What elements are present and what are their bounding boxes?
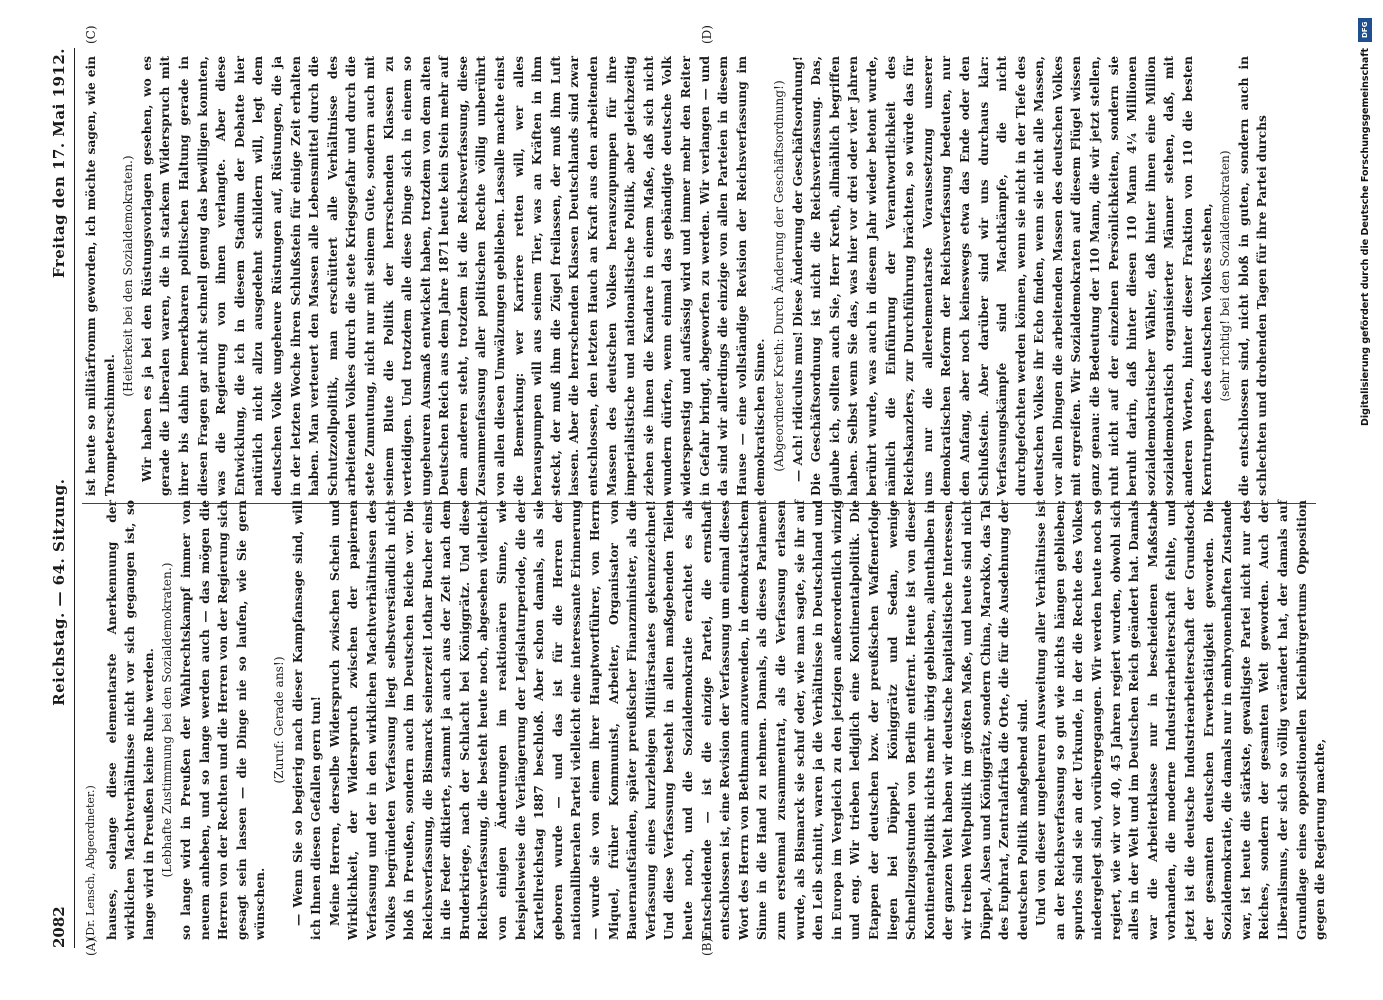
dfg-logo-icon: DFG <box>1358 18 1372 42</box>
interjection: (Zuruf: Gerade ans!) <box>271 656 286 784</box>
paragraph: die entschlossen sind, nicht bloß in guten, sondern auch in schlechten und drohenden Tagen für ihre Partei durchs <box>1236 56 1270 496</box>
interjection: (Lebhafte Zustimmung bei den Sozialdemokraten.) <box>160 562 175 878</box>
margin-marker-d: (D) <box>700 25 714 44</box>
dfg-credit <box>1357 18 1373 678</box>
margin-marker-b: (B) <box>700 937 714 956</box>
interjection: (Heiterkeit bei den Sozialdemokraten.) <box>121 155 136 397</box>
paragraph: ist heute so militärfromm geworden, ich möchte sagen, wie ein Trompeterschimmel. <box>84 56 117 496</box>
page-header <box>48 48 70 948</box>
paragraph: Und von dieser ungeheuren Ausweitung aller Verhältnisse ist an der Reichsverfassung so gut wie nichts hängen geblieben; spurlos sind sie an der Urkunde, in der die Rechte des Volkes niedergelegt sind, vorübergegangen. Wir werden heute noch so regiert, wie wir vor 40, 45 Jahren regiert wurden, obwohl sich alles in der Welt und im Deutschen Reich geändert hat. Damals war die Arbeiterklasse nur in bescheidenen Maßstabe vorhanden, die moderne Industriearbeiterschaft fehlte, und jetzt ist die deutsche Industriearbeiterschaft der Grundstock der gesamten deutschen Erwerbstätigkeit geworden. Die Sozialdemokratie, die damals nur in embryonenhaften Zustande war, ist heute die stärkste, gewaltigste Partei nicht nur des Reiches, sondern der gesamten Welt geworden. Auch der Liberalismus, der sich so völlig verändert hat, der damals auf Grundlage eines oppositionellen Kleinbürgertums Opposition gegen die Regierung machte, <box>1034 500 1328 940</box>
digitization-credit: Digitalisierung gefördert durch die Deutsche Forschungsgemeinschaft <box>1359 48 1371 426</box>
interjection: (Abgeordneter Kreth: Durch Änderung der Geschäftsordnung!) <box>771 80 786 472</box>
interjection: (sehr richtig! bei den Sozialdemokraten) <box>1218 150 1233 402</box>
paragraph: — Wenn Sie so begierig nach dieser Kampfansage sind, will ich Ihnen diesen Gefallen gern tun! <box>290 500 324 940</box>
paragraph: Meine Herren, derselbe Widerspruch zwischen Schein und Wirklichkeit, der Widerspruch zwischen der papiernen Verfassung und der in den wirklichen Machtverhältnissen des Volkes begründeten Verfassung liegt selbstverständlich nicht bloß in Preußen, sondern auch im Deutschen Reiche vor. Die Reichsverfassung, die Bismarck seinerzeit Lothar Bucher einst in die Feder diktierte, stammt ja auch aus der Zeit nach dem Bruderkriege, nach der Schlacht bei Königgrätz. Und diese Reichsverfassung, die besteht heute noch, abgesehen vielleicht von einigen Änderungen im reaktionären Sinne, wie beispielsweise die Verlängerung der Legislaturperiode, die der Kartellreichstag 1887 beschloß. Aber schon damals, als sie geboren wurde — und das ist für die Herren der nationalliberalen Partei vielleicht eine interessante Erinnerung — wurde sie von einem ihrer Hauptwortführer, von Herrn Miquel, früher Kommunist, Arbeiter, Organisator von Bauernaufständen, später preußischer Finanzminister, als die Verfassung eines kurzlebigen Militärstaates gekennzeichnet! Und diese Verfassung besteht in allen maßgebenden Teilen heute noch, und die Sozialdemokratie erachtet es als Entscheidende — ist die einzige Partei, die ernsthaft entschlossen ist, eine Revision der Verfassung um einmal dieses Wort des Herrn von Bethmann anzuwenden, in demokratischem Sinne in die Hand zu nehmen. Damals, als dieses Parlament zum erstenmal zusammentrat, als die Verfassung erlassen wurde, als Bismarck sie schuf oder, wie man sagte, sie ihr auf den Leib schnitt, waren ja die Verhältnisse in Deutschland und in Europa im Vergleich zu den jetzigen außerordentlich winzig und eng. Wir trieben lediglich eine Kontinentalpolitik. Die Etappen der deutschen bzw. der preußischen Waffenerfolge liegen bei Düppel, Königgrätz und Sedan, wenige Schnellzugsstunden von Berlin entfernt. Heute ist von dieser Kontinentalpolitik nichts mehr übrig geblieben, allenthalben in der ganzen Welt haben wir deutsche kapitalistische Interessen, wir treiben Weltpolitik im größten Maße, und heute sind nicht Düppel, Alsen und Königgrätz, sondern China, Marokko, das Tal des Euphrat, Zentralafrika die Orte, die für die Ausdehnung der deutschen Politik maßgebend sind. <box>327 500 1030 940</box>
header-left-title: Reichstag. — 64. Sitzung. <box>50 478 68 706</box>
page-number: 2082 <box>50 906 68 948</box>
header-rule <box>74 48 75 948</box>
paragraph: so lange wird in Preußen der Wahlrechtskampf immer von neuem anheben, und so lange werden auch — das mögen die Herren von der Rechten und die Herren von der Regierung sich gesagt sein lassen — die Dinge nie so laufen, wie Sie gern wünschen. <box>178 500 268 940</box>
header-right-title: Freitag den 17. Mai 1912. <box>50 48 68 279</box>
margin-marker-a: (A) <box>84 937 98 956</box>
column-divider <box>82 503 1316 504</box>
speaker-line: (Dr. Lensch, Abgeordneter.) <box>84 785 97 940</box>
left-column <box>82 500 1328 940</box>
right-column <box>82 56 1322 496</box>
margin-marker-c: (C) <box>84 25 98 44</box>
paragraph: hauses, solange diese elementarste Anerkennung der wirklichen Machtverhältnisse nicht vor sich gegangen ist, so lange wird in Preußen keine Ruhe werden. <box>104 500 156 940</box>
paragraph: Wir haben es ja bei den Rüstungsvorlagen gesehen, wo es gerade die Liberalen waren, die in starkem Widerspruch mit ihrer bis dahin bemerkbaren politischen Haltung gerade in diesen Fragen gar nicht schnell genug das bewilligen konnten, was die Regierung von ihnen verlangte. Aber diese Entwicklung, die ich in diesem Stadium der Debatte hier natürlich nicht allzu ausgedehnt schildern will, legt dem deutschen Volke ungeheure Rüstungen auf, Rüstungen, die ja in der letzten Woche ihren Schlußstein für einige Zeit erhalten haben. Man verteuert den Massen alle Lebensmittel durch die Schutzzollpolitik, man erschüttert alle Verhältnisse des arbeitenden Volkes durch die stete Kriegsgefahr und durch die stete Zumutung, nicht nur mit seinem Gute, sondern auch mit seinem Blute die Politik der herrschenden Klassen zu verteidigen. Und trotzdem alle diese Dinge sich in einem so ungeheuren Ausmaß entwickelt haben, trotzdem von dem alten Deutschen Reich aus dem Jahre 1871 heute kein Stein mehr auf dem anderen steht, trotzdem ist die Reichsverfassung, diese Zusammenfassung aller politischen Rechte völlig unberührt von allen diesen Umwälzungen geblieben. Lassalle machte einst die Bemerkung: wer Karriere retten will, wer alles herauspumpen will aus seinem Tier, was an Kräften in ihm steckt, der muß ihm die Zügel freilassen, der muß ihm Luft lassen. Aber die herrschenden Klassen Deutschlands sind zwar entschlossen, den letzten Hauch an Kraft aus den arbeitenden Massen des deutschen Volkes herauszupumpen für ihre imperialistische und nationalistische Politik, aber gleichzeitig ziehen sie ihnen die Kandare in einem Maße, daß sich nicht wundern dürfen, wenn einmal das gebändigte deutsche Volk widerspenstig und aufsässig wird und immer mehr den Reiter in Gefahr bringt, abgeworfen zu werden. Wir verlangen — und da sind wir allerdings die einzige von allen Parteien in diesem Hause — eine vollständige Revision der Reichsverfassung im demokratischen Sinne. <box>139 56 768 496</box>
paragraph: — Ach! ridiculus mus! Diese Änderung der Geschäftsordnung! Die Geschäftsordnung ist nicht die Reichsverfassung. Das, glaube ich, sollten auch Sie, Herr Kreth, allmählich begriffen haben. Selbst wenn Sie das, was hier vor drei oder vier Jahren berührt wurde, was auch in diesem Jahr wieder betont wurde, nämlich die Einführung der Verantwortlichkeit des Reichskanzlers, zur Durchführung brächten, so würde das für uns nur die allerelementarste Voraussetzung unserer demokratischen Reform der Reichsverfassung bedeuten, nur den Anfang, aber noch keineswegs etwa das Ende oder den Schlußstein. Aber darüber sind wir uns durchaus klar: Verfassungskämpfe sind Machtkämpfe, die nicht durchgefochten werden können, wenn sie nicht in der Tiefe des deutschen Volkes ihr Echo finden, wenn sie nicht alle Massen, vor allen Dingen die arbeitenden Massen des deutschen Volkes mit ergreifen. Wir Sozialdemokraten auf diesem Flügel wissen ganz genau: die Bedeutung der 110 Mann, die wir jetzt stellen, ruht nicht auf der einzelnen Persönlichkeiten, sondern sie beruht darin, daß hinter diesen 110 Mann 4¼ Millionen sozialdemokratischer Wähler, daß hinter ihnen eine Million sozialdemokratisch organisierter Männer stehen, daß, mit anderen Worten, hinter dieser Fraktion von 110 die besten Kerntruppen des deutschen Volkes stehen, <box>790 56 1214 496</box>
